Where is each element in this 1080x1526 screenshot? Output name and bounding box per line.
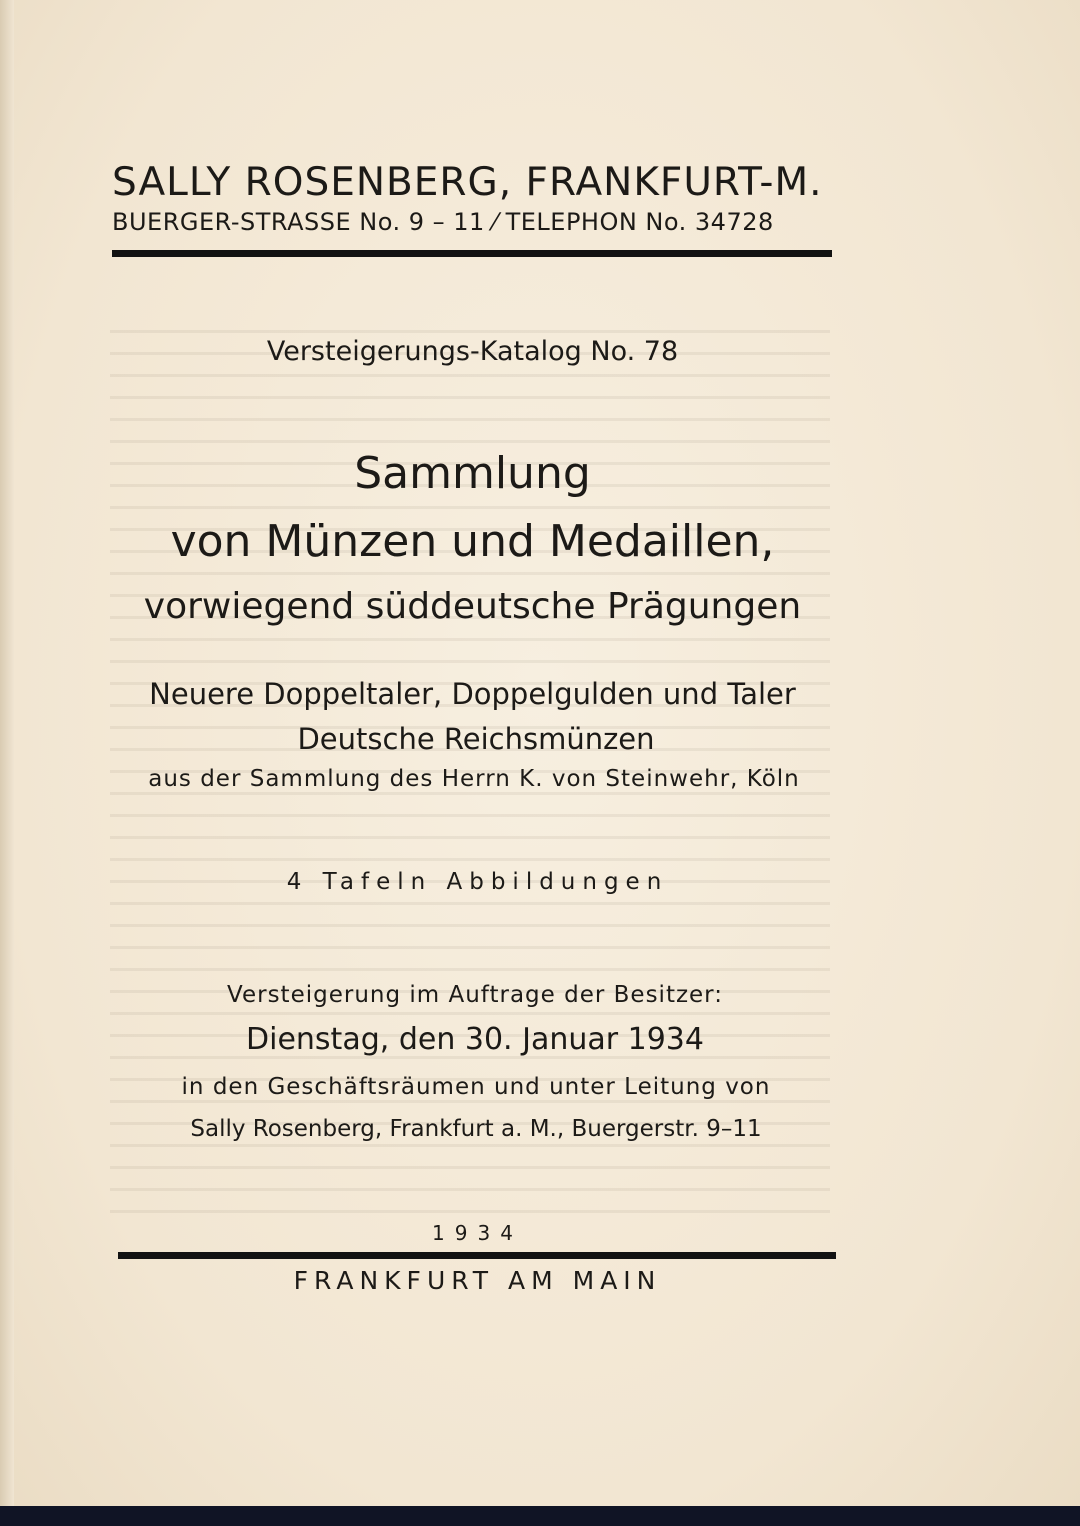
plates-note: 4 Tafeln Abbildungen — [286, 869, 669, 895]
auction-place-line-1: in den Geschäftsräumen und unter Leitung von — [181, 1074, 771, 1100]
title-line-2: von Münzen und Medaillen, — [170, 516, 775, 567]
auction-date: Dienstag, den 30. Januar 1934 — [246, 1022, 704, 1057]
page-edge-shadow — [0, 0, 14, 1526]
subtitle-line-3: aus der Sammlung des Herrn K. von Steinwehr, Köln — [148, 766, 800, 792]
footer-rule — [118, 1252, 836, 1259]
subtitle-line-1: Neuere Doppeltaler, Doppelgulden und Taler — [149, 677, 796, 711]
scan-bottom-border — [0, 1506, 1080, 1526]
firm-address: BUERGER-STRASSE No. 9 – 11 ⁄ TELEPHON No. 34728 — [112, 208, 774, 236]
publication-city: FRANKFURT AM MAIN — [293, 1266, 662, 1295]
title-line-1: Sammlung — [354, 448, 591, 499]
subtitle-line-2: Deutsche Reichsmünzen — [297, 722, 655, 756]
title-line-3: vorwiegend süddeutsche Prägungen — [143, 586, 802, 627]
publication-year: 1934 — [432, 1221, 523, 1245]
firm-name: SALLY ROSENBERG, FRANKFURT-M. — [112, 160, 823, 205]
auction-intro: Versteigerung im Auftrage der Besitzer: — [227, 982, 723, 1008]
auction-place-line-2: Sally Rosenberg, Frankfurt a. M., Buergerstr. 9–11 — [190, 1116, 762, 1142]
header-rule — [112, 250, 832, 257]
catalog-number: Versteigerungs-Katalog No. 78 — [266, 336, 679, 367]
